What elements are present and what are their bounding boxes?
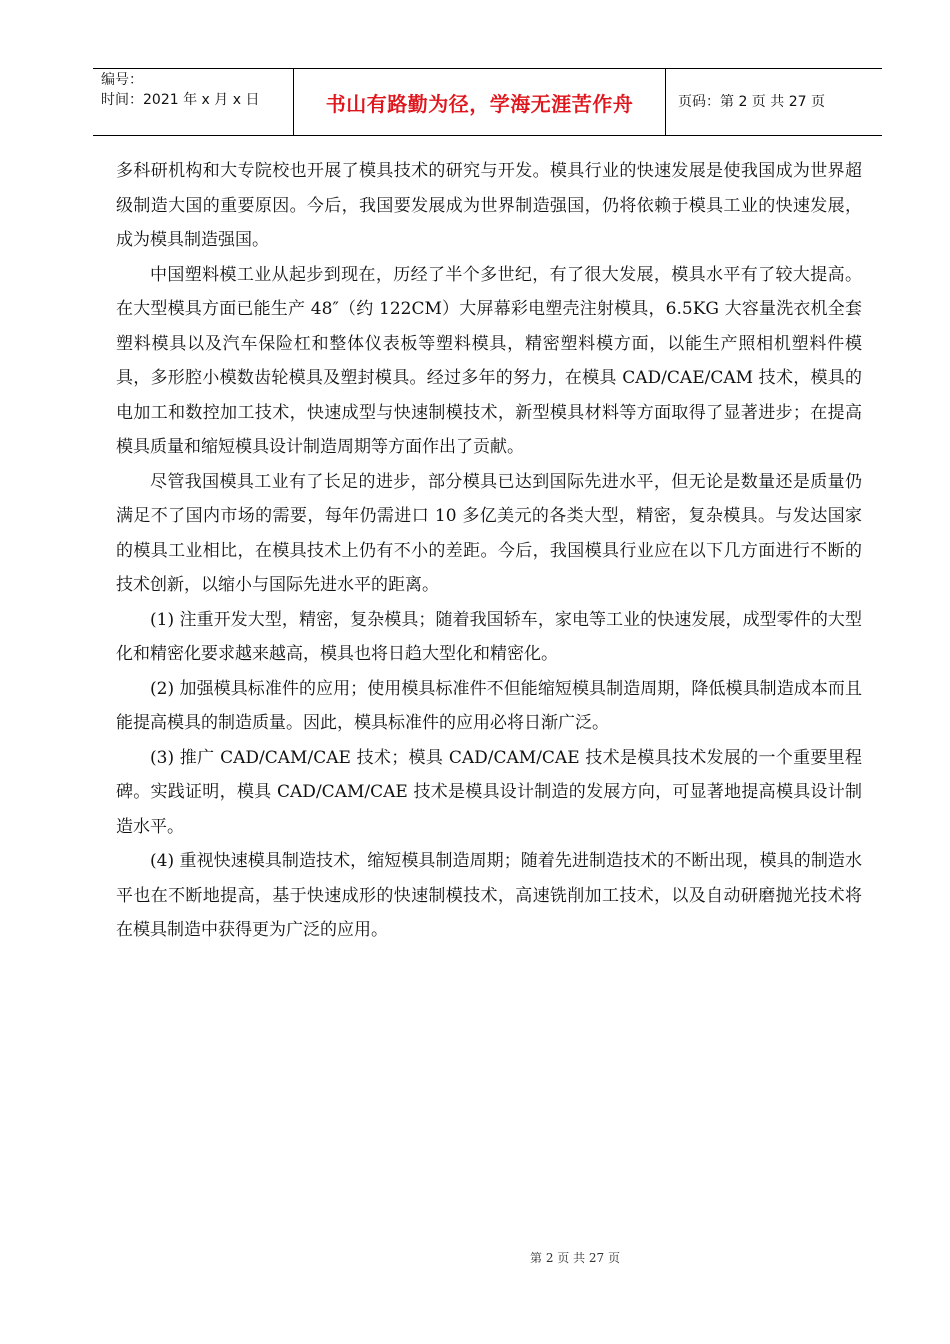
paragraph-industry-development: 中国塑料模工业从起步到现在，历经了半个多世纪，有了很大发展，模具水平有了较大提高。在大型模具方面已能生产 48″（约 122CM）大屏幕彩电塑壳注射模具，6.5KG 大容量洗衣机全套塑料模具以及汽车保险杠和整体仪表板等塑料模具，精密塑料模方面，以能生产照相机塑料件模具，多形腔小模数齿轮模具及塑封模具。经过多年的努力，在模具 CAD/CAE/CAM 技术，模具的电加工和数控加工技术，快速成型与快速制模技术，新型模具材料等方面取得了显著进步；在提高模具质量和缩短模具设计制造周期等方面作出了贡献。: [116, 264, 862, 457]
document-number-label: 编号：: [101, 72, 143, 88]
document-time-label: 时间：2021 年 x 月 x 日: [101, 92, 260, 108]
list-item-rapid-tooling: (4) 重视快速模具制造技术，缩短模具制造周期；随着先进制造技术的不断出现，模具的制造水平也在不断地提高，基于快速成形的快速制模技术，高速铣削加工技术，以及自动研磨抛光技术将在模具制造中获得更为广泛的应用。: [116, 851, 862, 940]
paragraph-gap-analysis: 尽管我国模具工业有了长足的进步，部分模具已达到国际先进水平，但无论是数量还是质量仍满足不了国内市场的需要，每年仍需进口 10 多亿美元的各类大型，精密，复杂模具。与发达国家的模具工业相比，在模具技术上仍有不小的差距。今后，我国模具行业应在以下几方面进行不断的技术创新，以缩小与国际先进水平的距离。: [116, 471, 862, 595]
header-motto: 书山有路勤为径，学海无涯苦作舟: [325, 91, 634, 116]
list-item-standard-parts: (2) 加强模具标准件的应用；使用模具标准件不但能缩短模具制造周期，降低模具制造成本而且能提高模具的制造质量。因此，模具标准件的应用必将日渐广泛。: [116, 678, 862, 733]
list-item-large-precision-molds: (1) 注重开发大型，精密，复杂模具；随着我国轿车，家电等工业的快速发展，成型零件的大型化和精密化要求越来越高，模具也将日趋大型化和精密化。: [116, 609, 862, 664]
paragraph-continuation: 多科研机构和大专院校也开展了模具技术的研究与开发。模具行业的快速发展是使我国成为世界超级制造大国的重要原因。今后，我国要发展成为世界制造强国，仍将依赖于模具工业的快速发展，成为模具制造强国。: [116, 161, 862, 250]
list-item-cad-cam-cae: (3) 推广 CAD/CAM/CAE 技术；模具 CAD/CAM/CAE 技术是模具技术发展的一个重要里程碑。实践证明，模具 CAD/CAM/CAE 技术是模具设计制造的发展方向，可显著地提高模具设计制造水平。: [116, 747, 862, 837]
header-motto-cell: [293, 69, 666, 135]
header-page-info: 页码：第 2 页 共 27 页: [678, 94, 825, 110]
page-header: [93, 68, 882, 136]
header-page-cell: [666, 69, 882, 135]
header-meta-cell: [93, 69, 293, 135]
page-footer: [0, 1249, 950, 1266]
document-body: [116, 154, 862, 948]
footer-page-number: 第 2 页 共 27 页: [530, 1251, 620, 1265]
